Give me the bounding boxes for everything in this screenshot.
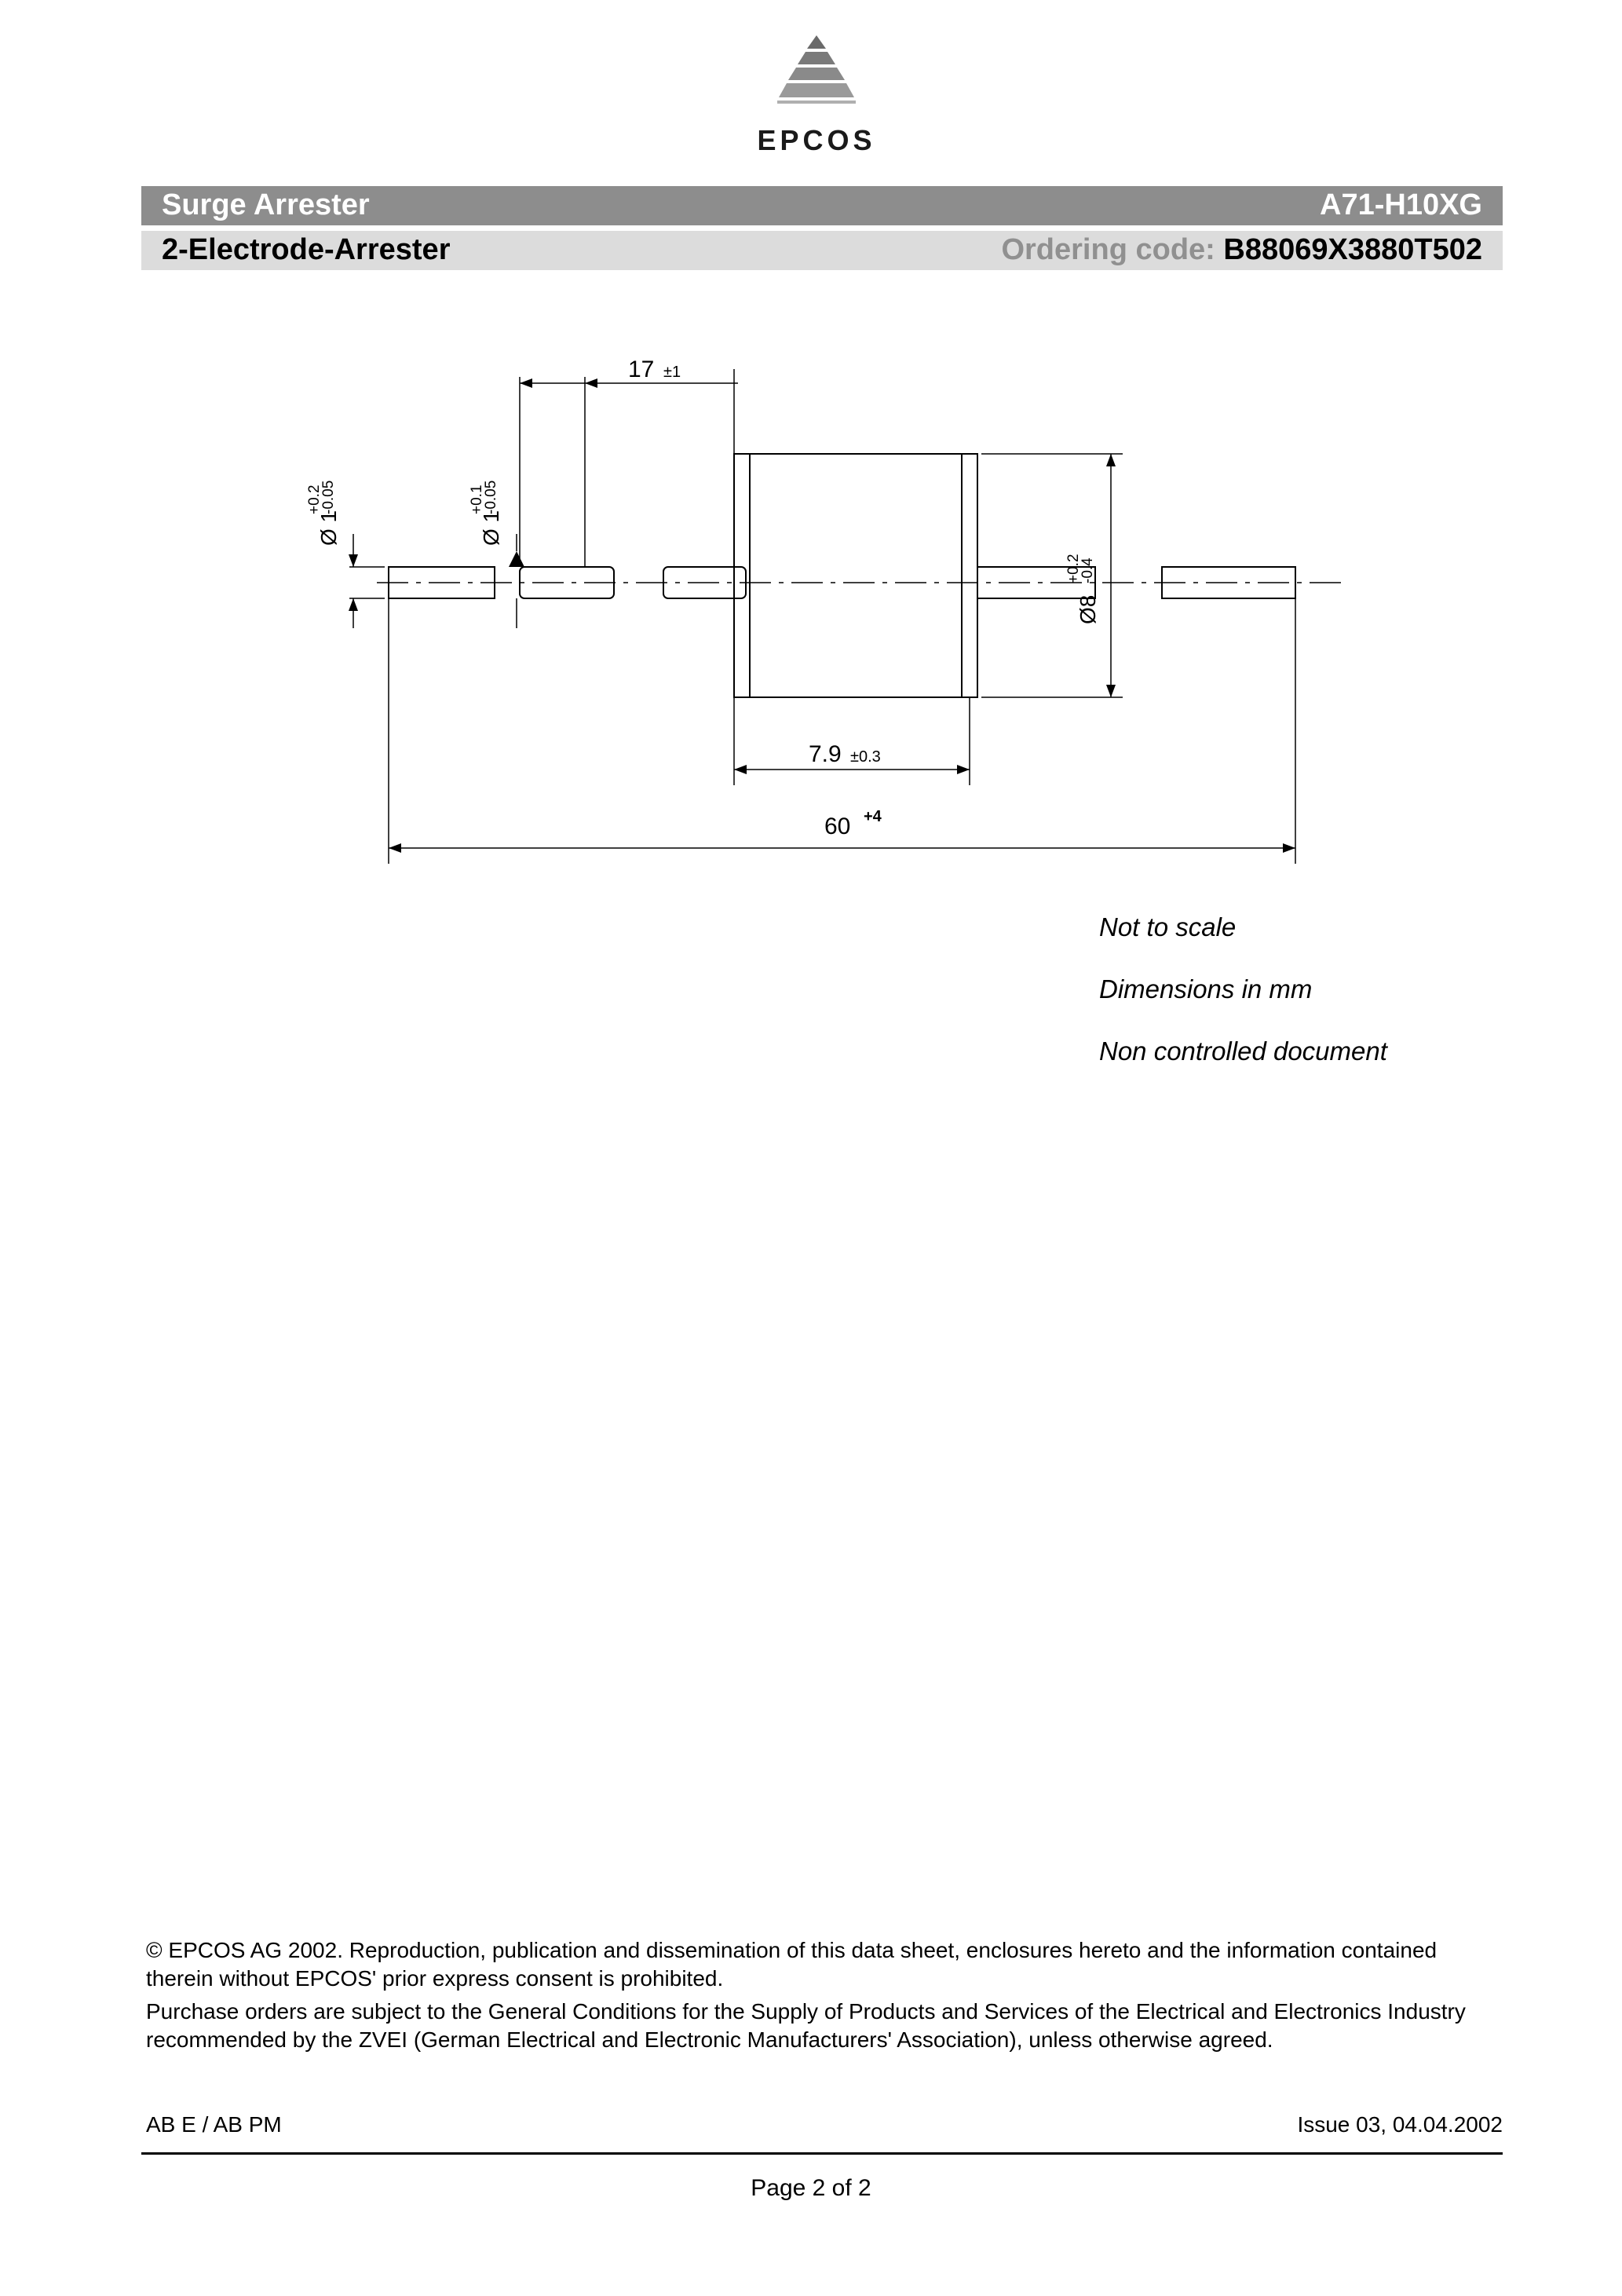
subtitle: 2-Electrode-Arrester [162,233,451,266]
title-bar [141,186,1503,225]
dim-body-dia-tol-minus: -0.4 [1080,558,1096,583]
dim-body-length: 7.9 [809,741,842,767]
arrester-body [734,454,977,697]
dim-total-length-tol: +4 [864,808,882,825]
dimension-drawing [298,345,1350,895]
ordering-code: B88069X3880T502 [1223,233,1482,266]
copyright-text: © EPCOS AG 2002. Reproduction, publication and dissemination of this data sheet, enclosures hereto and the information contained therein without EPCOS' prior express consent is prohibited. [146,1938,1438,1991]
dim-lead-dia-2-tol-plus: +0.1 [469,484,485,514]
department: AB E / AB PM [146,2112,282,2137]
dim-lead-length-tol: ±1 [663,364,681,381]
dim-total-length: 60 [824,813,851,839]
reference-triangle [509,551,524,567]
dim-lead-dia-2: Ø 1 [479,510,503,546]
epcos-triangle-icon [777,31,856,122]
product-type: Surge Arrester [162,188,370,221]
dim-body-dia-tol-plus: +0.2 [1065,554,1082,583]
dim-lead-dia-1-tol-minus: -0.05 [320,480,337,514]
terms-text: Purchase orders are subject to the General Conditions for the Supply of Products and Services of the Electrical and Electronics Industry recommended by the ZVEI (German Electrical and Electronic Manufacturers' Association), unless otherwise agreed. [146,1999,1466,2052]
ordering-code-block [1001,233,1482,267]
epcos-logo [754,31,879,165]
issue-date: Issue 03, 04.04.2002 [1297,2112,1503,2137]
note-dimensions: Dimensions in mm [1099,974,1313,1004]
footer-divider [141,2152,1503,2155]
dim-body-length-tol: ±0.3 [850,748,881,766]
dim-body-dia: Ø8 [1076,594,1100,624]
page-number: Page 2 of 2 [751,2175,871,2201]
ordering-code-label: Ordering code: [1001,233,1215,266]
dim-lead-dia-1-tol-plus: +0.2 [306,484,323,514]
note-scale: Not to scale [1099,912,1237,941]
subtitle-bar [141,231,1503,270]
part-number: A71-H10XG [1320,188,1482,221]
dim-lead-length: 17 [628,356,655,382]
note-document: Non controlled document [1099,1036,1387,1066]
logo-wordmark: EPCOS [757,124,876,156]
dim-lead-dia-1: Ø 1 [316,510,341,546]
dim-lead-dia-2-tol-minus: -0.05 [483,480,499,514]
